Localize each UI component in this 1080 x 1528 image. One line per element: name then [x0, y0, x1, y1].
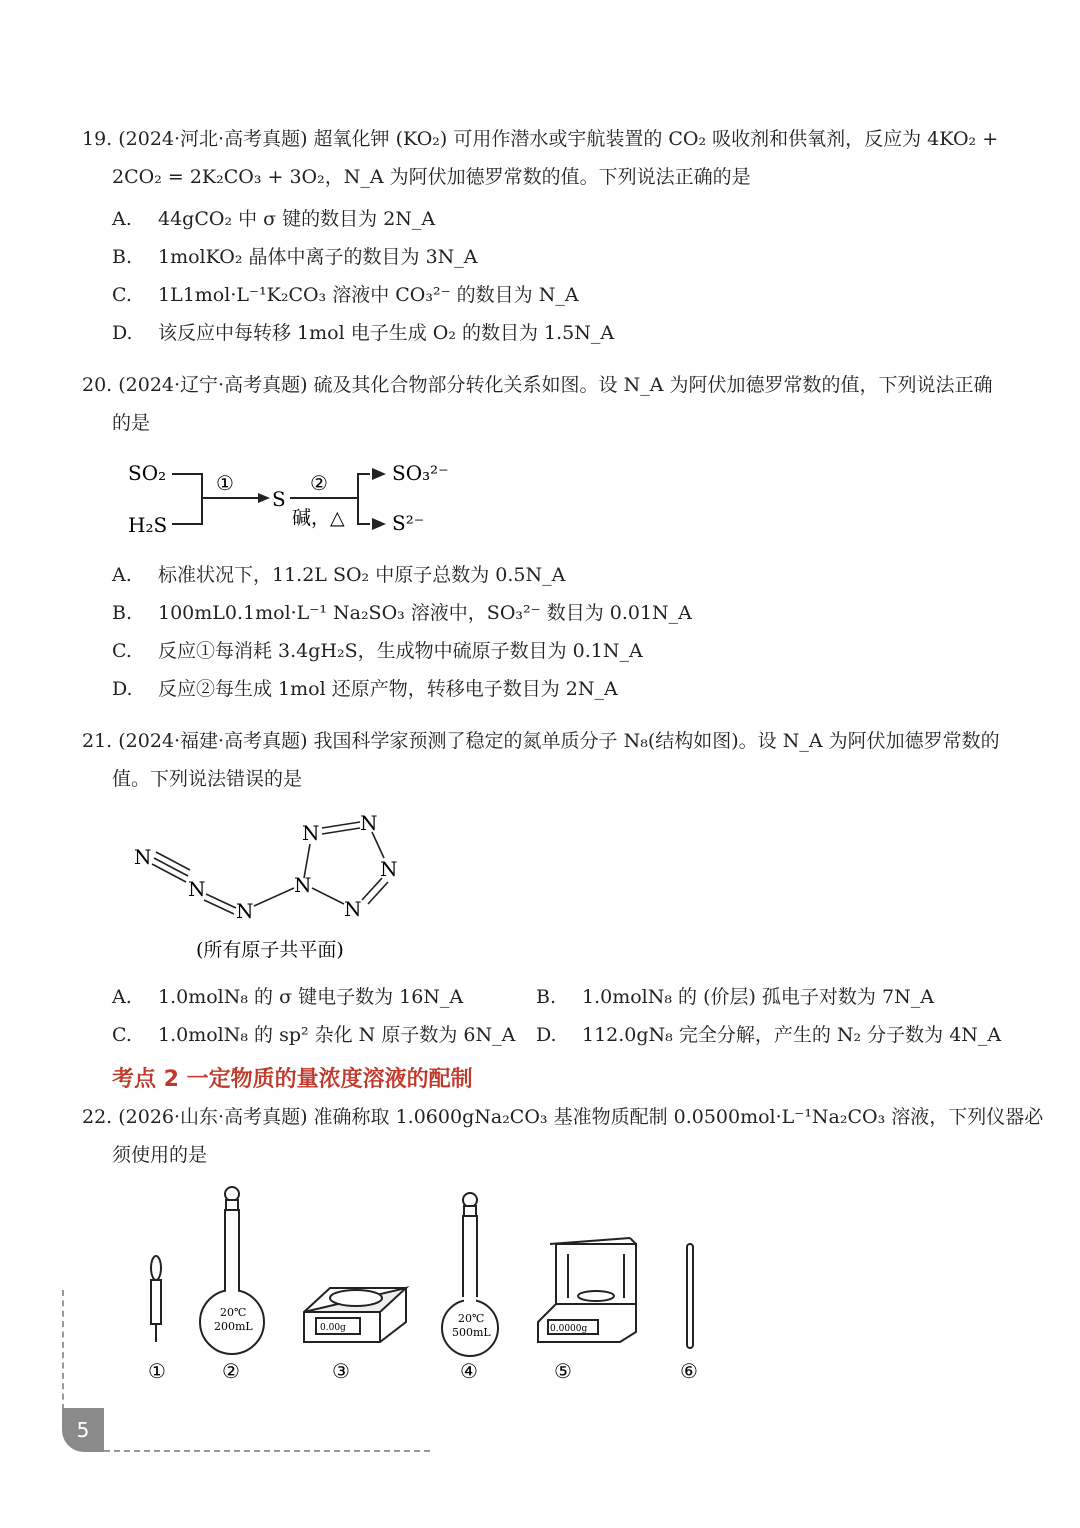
q20-option-d[interactable]: D. 反应②每生成 1mol 还原产物，转移电子数目为 2N_A — [112, 678, 618, 700]
q21-stem-line1: 21. (2024·福建·高考真题) 我国科学家预测了稳定的氮单质分子 N₈(结构如图)。设 N_A 为阿伏加德罗常数的 — [82, 730, 1000, 752]
q22-stem-line2: 须使用的是 — [112, 1144, 208, 1166]
q20-option-a[interactable]: A. 标准状况下，11.2L SO₂ 中原子总数为 0.5N_A — [112, 564, 566, 586]
q21-option-c[interactable]: C. 1.0molN₈ 的 sp² 杂化 N 原子数为 6N_A — [112, 1024, 516, 1046]
analytical-balance-display: 0.0000g — [550, 1324, 588, 1334]
q20-option-c[interactable]: C. 反应①每消耗 3.4gH₂S，生成物中硫原子数目为 0.1N_A — [112, 640, 643, 662]
q20-stem-line1: 20. (2024·辽宁·高考真题) 硫及其化合物部分转化关系如图。设 N_A 为阿伏加德罗常数的值，下列说法正确 — [82, 374, 993, 396]
diagram-s2: S²⁻ — [392, 511, 425, 535]
section-heading: 考点 2 一定物质的量浓度溶液的配制 — [112, 1067, 473, 1092]
instrument-num-6: ⑥ — [680, 1359, 698, 1383]
q21-option-d[interactable]: D. 112.0gN₈ 完全分解，产生的 N₂ 分子数为 4N_A — [536, 1024, 1002, 1046]
instrument-num-1: ① — [148, 1359, 166, 1383]
atom-n6: N — [360, 811, 378, 835]
footer-dashed-vertical — [62, 1290, 64, 1410]
q19-option-c[interactable]: C. 1L1mol·L⁻¹K₂CO₃ 溶液中 CO₃²⁻ 的数目为 N_A — [112, 284, 579, 306]
electronic-balance-icon — [304, 1288, 406, 1342]
diagram-condition: 碱，△ — [292, 507, 345, 529]
diagram-h2s: H₂S — [128, 513, 168, 537]
diagram-so3: SO₃²⁻ — [392, 461, 449, 485]
q19-stem-line2: 2CO₂ = 2K₂CO₃ + 3O₂，N_A 为阿伏加德罗常数的值。下列说法正确的是 — [112, 166, 751, 188]
atom-n3: N — [236, 899, 254, 923]
sulfur-conversion-diagram — [120, 450, 460, 546]
q22-stem-line1: 22. (2026·山东·高考真题) 准确称取 1.0600gNa₂CO₃ 基准物质配制 0.0500mol·L⁻¹Na₂CO₃ 溶液，下列仪器必 — [82, 1106, 1044, 1128]
atom-n4: N — [294, 873, 312, 897]
q19-option-b[interactable]: B. 1molKO₂ 晶体中离子的数目为 3N_A — [112, 246, 478, 268]
instrument-num-3: ③ — [332, 1359, 350, 1383]
q19-stem-line1: 19. (2024·河北·高考真题) 超氧化钾 (KO₂) 可用作潜水或宇航装置的 CO₂ 吸收剂和供氧剂，反应为 4KO₂ + — [82, 128, 999, 150]
q19-option-d[interactable]: D. 该反应中每转移 1mol 电子生成 O₂ 的数目为 1.5N_A — [112, 322, 615, 344]
q20-stem-line2: 的是 — [112, 412, 151, 434]
n8-structure-diagram — [126, 806, 416, 976]
flask-500-volume: 500mL — [452, 1326, 491, 1339]
diagram-step2: ② — [310, 471, 328, 495]
atom-n1: N — [134, 845, 152, 869]
q19-option-a[interactable]: A. 44gCO₂ 中 σ 键的数目为 2N_A — [112, 208, 436, 230]
instrument-num-5: ⑤ — [554, 1359, 572, 1383]
arrow-2a-icon — [372, 468, 386, 480]
diagram-s: S — [272, 487, 286, 511]
flask-200-temp: 20℃ — [220, 1306, 247, 1319]
atom-n8: N — [344, 897, 362, 921]
flask-200-volume: 200mL — [214, 1320, 253, 1333]
diagram-so2: SO₂ — [128, 461, 167, 485]
instruments-figure — [120, 1182, 720, 1392]
dropper-icon — [151, 1256, 161, 1342]
flask-500-temp: 20℃ — [458, 1312, 485, 1325]
q21-stem-line2: 值。下列说法错误的是 — [112, 768, 303, 790]
q21-option-b[interactable]: B. 1.0molN₈ 的 (价层) 孤电子对数为 7N_A — [536, 986, 934, 1008]
atom-n2: N — [188, 877, 206, 901]
diagram-step1: ① — [216, 471, 234, 495]
instrument-num-4: ④ — [460, 1359, 478, 1383]
arrow-2b-icon — [372, 518, 386, 530]
glass-rod-icon — [687, 1244, 693, 1348]
balance-display: 0.00g — [320, 1323, 346, 1333]
page-number: 5 — [62, 1408, 104, 1452]
instrument-num-2: ② — [222, 1359, 240, 1383]
n8-caption: (所有原子共平面) — [196, 939, 344, 961]
q20-option-b[interactable]: B. 100mL0.1mol·L⁻¹ Na₂SO₃ 溶液中，SO₃²⁻ 数目为 0.01N_A — [112, 602, 692, 624]
q21-option-a[interactable]: A. 1.0molN₈ 的 σ 键电子数为 16N_A — [112, 986, 464, 1008]
footer-dashed-horizontal — [104, 1450, 430, 1452]
arrow-1-icon — [258, 493, 270, 503]
atom-n5: N — [302, 821, 320, 845]
atom-n7: N — [380, 857, 398, 881]
